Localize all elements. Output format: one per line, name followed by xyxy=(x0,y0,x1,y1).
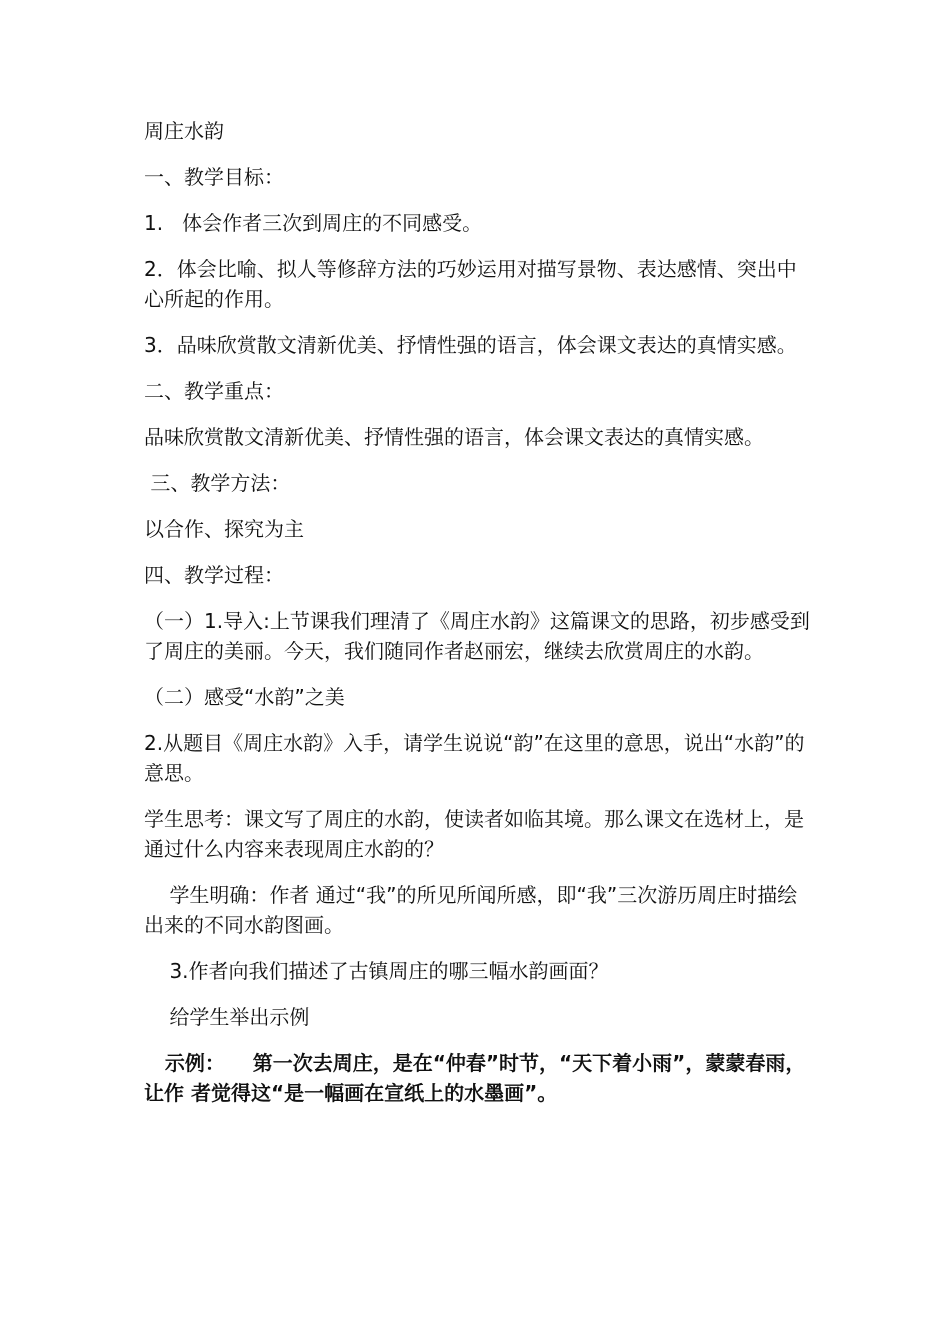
process-step-intro: （一）1.导入:上节课我们理清了《周庄水韵》这篇课文的思路，初步感受到了周庄的美丽。今天，我们随同作者赵丽宏，继续去欣赏周庄的水韵。 xyxy=(144,609,810,663)
methods-text: 以合作、探究为主 xyxy=(144,517,304,541)
student-thinking: 学生思考：课文写了周庄的水韵，使读者如临其境。那么课文在选材上，是通过什么内容来表现周庄水韵的？ xyxy=(144,807,804,861)
objective-item-1: 1. 体会作者三次到周庄的不同感受。 xyxy=(144,211,483,235)
objective-item-3: 3．品味欣赏散文清新优美、抒情性强的语言，体会课文表达的真情实感。 xyxy=(144,333,797,357)
process-step-heading-2: （二）感受“水韵”之美 xyxy=(144,685,345,709)
objective-item-2: 2．体会比喻、拟人等修辞方法的巧妙运用对描写景物、表达感情、突出中心所起的作用。 xyxy=(144,257,797,311)
doc-title: 周庄水韵 xyxy=(144,119,224,143)
example-text: 示例： 第一次去周庄，是在“仲春”时节，“天下着小雨”，蒙蒙春雨，让作 者觉得这“是一幅画在宣纸上的水墨画”。 xyxy=(144,1051,806,1105)
section-heading-key-points: 二、教学重点： xyxy=(144,379,284,403)
section-heading-methods: 三、教学方法： xyxy=(144,471,291,495)
key-points-text: 品味欣赏散文清新优美、抒情性强的语言，体会课文表达的真情实感。 xyxy=(144,425,764,449)
student-clarification: 学生明确：作者 通过“我”的所见所闻所感，即“我”三次游历周庄时描绘出来的不同水韵图画。 xyxy=(144,883,798,937)
process-question-3: 3.作者向我们描述了古镇周庄的哪三幅水韵画面？ xyxy=(144,959,609,983)
section-heading-objectives: 一、教学目标： xyxy=(144,165,284,189)
process-question-2: 2.从题目《周庄水韵》入手，请学生说说“韵”在这里的意思，说出“水韵”的意思。 xyxy=(144,731,805,785)
document-page xyxy=(144,116,812,1124)
section-heading-process: 四、教学过程： xyxy=(144,563,284,587)
example-prompt: 给学生举出示例 xyxy=(144,1005,310,1029)
